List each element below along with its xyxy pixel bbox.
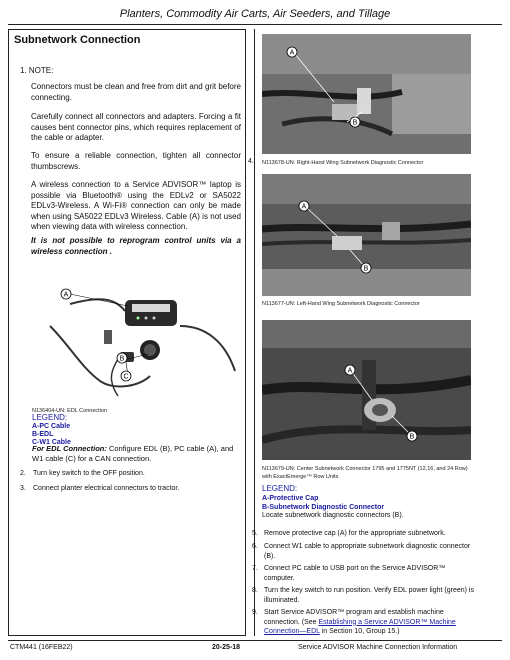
- photo-left-hand-wing: [262, 174, 471, 296]
- section-link[interactable]: Establishing a Service ADVISOR™ Machine Connection—EDL: [264, 618, 456, 635]
- callout-b: B: [119, 355, 125, 363]
- svg-text:A: A: [289, 49, 295, 57]
- note-warning: It is not possible to reprogram control units via a wireless connection .: [31, 236, 241, 256]
- photo-caption: N113678-UN: Right-Hand Wing Subnetwork Diagnostic Connector: [262, 160, 424, 166]
- figure-caption: N136404-UN: EDL Connection: [32, 408, 108, 414]
- section-title: Subnetwork Connection: [14, 34, 141, 46]
- legend-item: B-Subnetwork Diagnostic Connector: [262, 504, 385, 511]
- footer-doc-id: CTM441 (16FEB22): [10, 644, 73, 651]
- legend-title: LEGEND:: [262, 484, 298, 493]
- callout-a: A: [63, 291, 69, 299]
- running-header: Planters, Commodity Air Carts, Air Seeders, and Tillage: [119, 8, 391, 20]
- footer-section-title: Service ADVISOR Machine Connection Information: [298, 644, 458, 651]
- svg-text:B: B: [409, 433, 415, 441]
- header-rule: [8, 24, 502, 25]
- note-paragraph: To ensure a reliable connection, tighten all connector thumbscrews.: [31, 151, 241, 171]
- svg-text:A: A: [301, 203, 307, 211]
- note-paragraph: Carefully connect all connectors and adapters. Forcing a fit causes bent connector pins, which requires replacement of the cable or adapter.: [31, 112, 241, 142]
- edl-connection-note: For EDL Connection: Configure EDL (B), PC cable (A), and W1 cable (C) for a CAN connection.: [32, 444, 234, 463]
- step-4-number: 4.: [248, 158, 254, 165]
- photo-right-hand-wing: [262, 34, 471, 154]
- edl-connection-illustration: [30, 286, 241, 403]
- legend-title: LEGEND:: [32, 413, 68, 422]
- photo-caption: N113679-UN: Center Subnetwork Connector 1795 and 1775NT (12,16, and 24 Row) with ExactEmerge™ Row Units: [262, 466, 468, 480]
- svg-text:B: B: [363, 265, 369, 273]
- locate-connectors-text: Locate subnetwork diagnostic connectors (B).: [262, 512, 404, 519]
- legend-item: A-PC Cable: [32, 423, 71, 430]
- photo-center-subnetwork: [262, 320, 471, 460]
- note-paragraph: Connectors must be clean and free from dirt and grit before connecting.: [31, 82, 241, 102]
- legend-item: A-Protective Cap: [262, 495, 319, 502]
- legend-item: B-EDL: [32, 431, 54, 438]
- legend-item: C-W1 Cable: [32, 439, 71, 446]
- footer-rule: [8, 640, 502, 641]
- note-paragraph: A wireless connection to a Service ADVISOR™ laptop is possible via Bluetooth® using the EDLv2 or SA5022 EDLv3-Wireless. A Wi-Fi® connection can only be made when using SA5022 EDLv3 Wireless. Cable (A) is not used when viewing data with wireless connection.: [31, 180, 241, 231]
- note-label: 1. NOTE:: [20, 66, 54, 75]
- photo-caption: N113677-UN: Left-Hand Wing Subnetwork Diagnostic Connector: [262, 301, 420, 307]
- callout-c: C: [123, 373, 129, 381]
- svg-text:B: B: [352, 119, 358, 127]
- svg-text:A: A: [347, 367, 353, 375]
- footer-page-number: 20-25-18: [212, 644, 241, 651]
